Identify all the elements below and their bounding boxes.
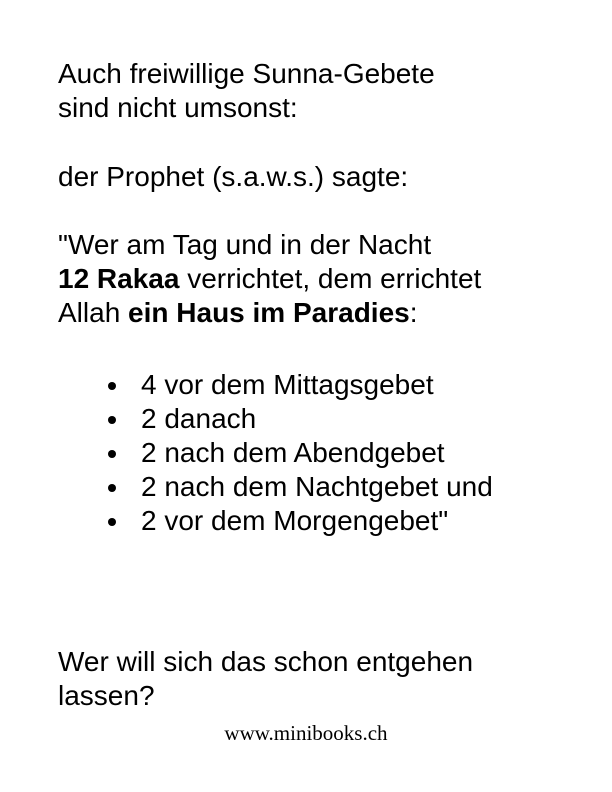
quote-line-3 [58,296,481,330]
quote-line-2 [58,262,481,296]
prayer-list [108,368,493,538]
list-item [108,504,493,538]
list-item-text: 4 vor dem Mittagsgebet [141,369,434,400]
bullet-icon [108,450,116,458]
list-item-text: 2 vor dem Morgengebet" [141,505,449,536]
bullet-icon [108,416,116,424]
list-item [108,402,493,436]
list-item-text: 2 nach dem Abendgebet [141,437,445,468]
list-item-text: 2 danach [141,403,257,434]
closing-paragraph [58,645,473,713]
list-item [108,470,493,504]
bullet-icon [108,518,116,526]
closing-line-1: Wer will sich das schon entgehen [58,646,474,677]
quote-line-2-rest: verrichtet, dem errichtet [179,263,482,294]
quote-paragraph [58,228,481,330]
bullet-icon [108,484,116,492]
quote-line-3-end: : [409,297,418,328]
list-item [108,368,493,402]
footer-url-text: www.minibooks.ch [224,721,388,745]
bullet-icon [108,382,116,390]
intro-line-1: Auch freiwillige Sunna-Gebete [58,58,435,89]
closing-line-2: lassen? [58,680,155,711]
quote-line-1: "Wer am Tag und in der Nacht [58,229,432,260]
list-item-text: 2 nach dem Nachtgebet und [141,471,493,502]
footer-url [0,720,612,746]
quote-line-3-start: Allah [58,297,129,328]
intro-paragraph [58,57,435,125]
quote-paradise-bold: ein Haus im Paradies [128,297,410,328]
prophet-line: der Prophet (s.a.w.s.) sagte: [58,161,409,192]
list-item [108,436,493,470]
quote-rakaa-bold: 12 Rakaa [58,263,180,294]
intro-line-2: sind nicht umsonst: [58,92,298,123]
